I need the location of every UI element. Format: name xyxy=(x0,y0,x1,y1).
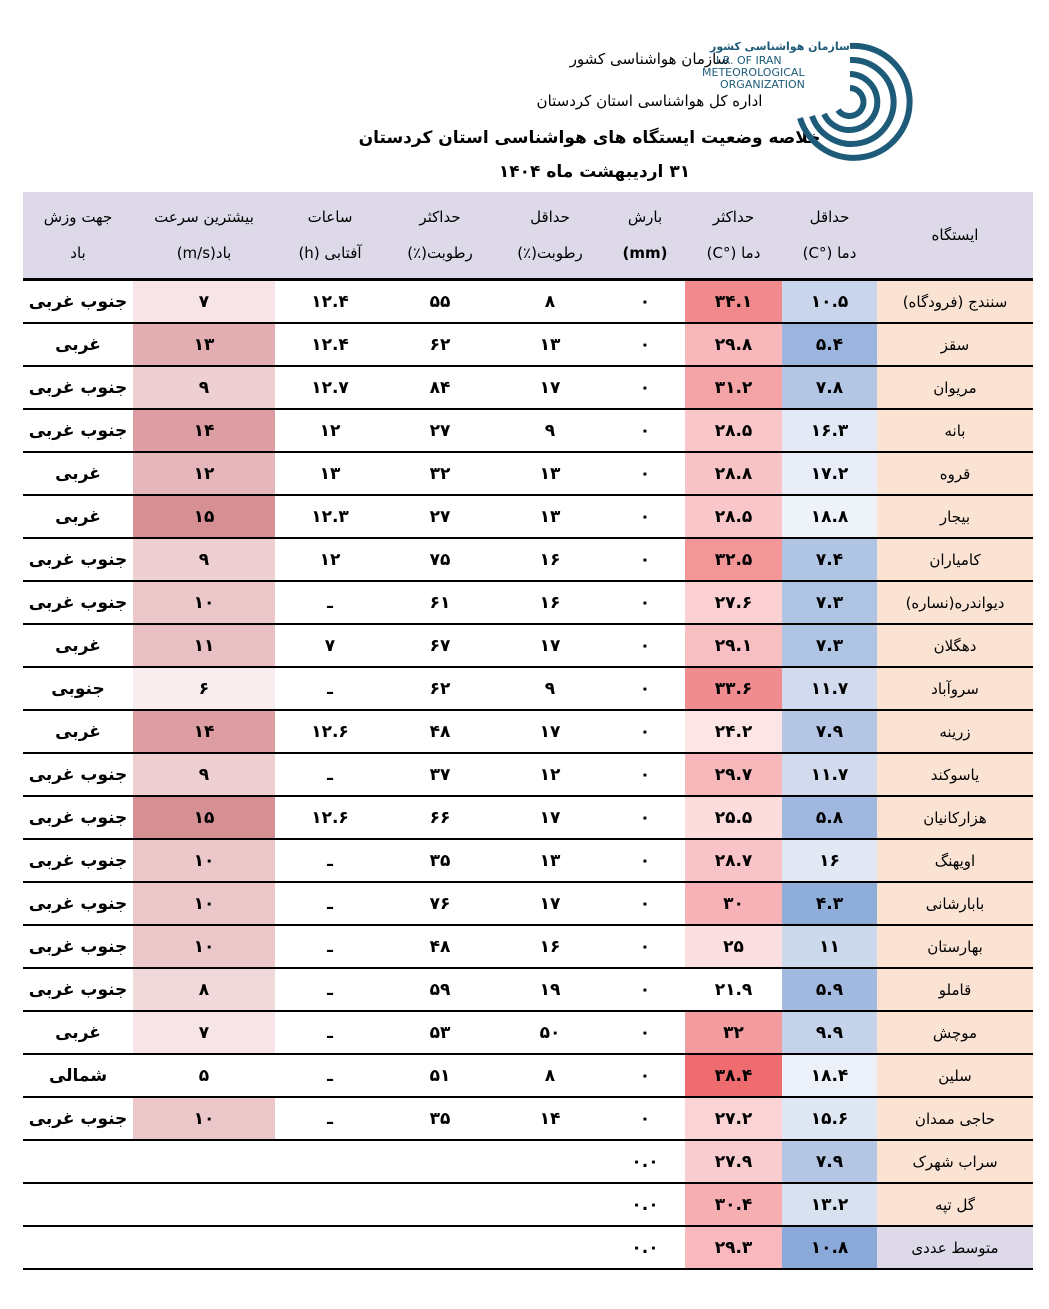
station-cell: موچش xyxy=(877,1011,1033,1054)
hmin-cell: ۱۴ xyxy=(495,1097,605,1140)
col-hmax: حداکثر رطوبت(٪) xyxy=(385,192,495,280)
wind-direction-cell: غربی xyxy=(23,452,133,495)
rain-cell: ۰ xyxy=(605,323,685,366)
station-cell: سراب شهرک xyxy=(877,1140,1033,1183)
wind-cell: ۸ xyxy=(133,968,275,1011)
table-row xyxy=(23,581,1033,624)
station-cell: متوسط عددی xyxy=(877,1226,1033,1269)
svg-text:سازمان هواشناسی کشور: سازمان هواشناسی کشور xyxy=(710,40,850,53)
station-cell: دهگلان xyxy=(877,624,1033,667)
tmax-cell: ۳۴.۱ xyxy=(685,280,782,324)
station-cell: سروآباد xyxy=(877,667,1033,710)
tmax-cell: ۲۹.۸ xyxy=(685,323,782,366)
tmin-cell: ۷.۴ xyxy=(782,538,877,581)
sun-cell: ۱۲.۶ xyxy=(275,710,385,753)
rain-cell: ۰ xyxy=(605,624,685,667)
wind-cell: ۱۰ xyxy=(133,925,275,968)
tmax-cell: ۲۷.۶ xyxy=(685,581,782,624)
station-cell: سلین xyxy=(877,1054,1033,1097)
station-cell: قاملو xyxy=(877,968,1033,1011)
hmin-cell: ۱۶ xyxy=(495,581,605,624)
wind-cell xyxy=(133,1140,275,1183)
station-cell: گل تپه xyxy=(877,1183,1033,1226)
table-row xyxy=(23,1011,1033,1054)
hmax-cell xyxy=(385,1183,495,1226)
tmax-cell: ۲۴.۲ xyxy=(685,710,782,753)
hmin-cell: ۹ xyxy=(495,667,605,710)
tmax-cell: ۲۷.۹ xyxy=(685,1140,782,1183)
tmin-cell: ۱۷.۲ xyxy=(782,452,877,495)
hmin-cell: ۹ xyxy=(495,409,605,452)
wind-direction-cell: جنوب غربی xyxy=(23,796,133,839)
table-row xyxy=(23,1183,1033,1226)
hmax-cell: ۷۶ xyxy=(385,882,495,925)
tmin-cell: ۱۶ xyxy=(782,839,877,882)
tmin-cell: ۵.۴ xyxy=(782,323,877,366)
tmin-cell: ۵.۸ xyxy=(782,796,877,839)
tmax-cell: ۲۷.۲ xyxy=(685,1097,782,1140)
sun-cell: ـ xyxy=(275,1011,385,1054)
station-cell: دیواندره(نساره) xyxy=(877,581,1033,624)
table-row xyxy=(23,796,1033,839)
table-row xyxy=(23,409,1033,452)
tmax-cell: ۳۸.۴ xyxy=(685,1054,782,1097)
hmax-cell: ۷۵ xyxy=(385,538,495,581)
wind-direction-cell: جنوب غربی xyxy=(23,409,133,452)
hmax-cell: ۴۸ xyxy=(385,710,495,753)
tmax-cell: ۲۹.۳ xyxy=(685,1226,782,1269)
rain-cell: ۰.۰ xyxy=(605,1140,685,1183)
rain-cell: ۰ xyxy=(605,925,685,968)
wind-cell: ۱۳ xyxy=(133,323,275,366)
hmax-cell: ۲۷ xyxy=(385,495,495,538)
wind-cell: ۷ xyxy=(133,1011,275,1054)
sun-cell: ۱۳ xyxy=(275,452,385,495)
sun-cell: ۱۲ xyxy=(275,538,385,581)
sun-cell: ۱۲ xyxy=(275,409,385,452)
tmin-cell: ۷.۹ xyxy=(782,710,877,753)
hmin-cell: ۱۳ xyxy=(495,323,605,366)
hmax-cell: ۵۵ xyxy=(385,280,495,324)
hmax-cell: ۵۳ xyxy=(385,1011,495,1054)
wind-cell: ۱۵ xyxy=(133,796,275,839)
tmin-cell: ۱۱ xyxy=(782,925,877,968)
wind-cell: ۹ xyxy=(133,366,275,409)
tmax-cell: ۳۰.۴ xyxy=(685,1183,782,1226)
table-row xyxy=(23,366,1033,409)
wind-direction-cell: غربی xyxy=(23,495,133,538)
tmin-cell: ۱۵.۶ xyxy=(782,1097,877,1140)
tmax-cell: ۲۵ xyxy=(685,925,782,968)
tmax-cell: ۳۲ xyxy=(685,1011,782,1054)
hmin-cell: ۱۶ xyxy=(495,925,605,968)
hmax-cell xyxy=(385,1140,495,1183)
table-row xyxy=(23,1054,1033,1097)
hmin-cell: ۱۳ xyxy=(495,495,605,538)
wind-direction-cell: غربی xyxy=(23,323,133,366)
rain-cell: ۰ xyxy=(605,581,685,624)
station-cell: بهارستان xyxy=(877,925,1033,968)
sun-cell: ـ xyxy=(275,1054,385,1097)
tmin-cell: ۱۸.۴ xyxy=(782,1054,877,1097)
hmin-cell: ۱۳ xyxy=(495,839,605,882)
station-cell: سقز xyxy=(877,323,1033,366)
station-cell: اویهنگ xyxy=(877,839,1033,882)
sun-cell: ۷ xyxy=(275,624,385,667)
table-row xyxy=(23,882,1033,925)
svg-text:I.R. OF IRAN: I.R. OF IRAN xyxy=(716,54,782,67)
wind-direction-cell: غربی xyxy=(23,710,133,753)
table-row xyxy=(23,280,1033,324)
wind-cell: ۱۴ xyxy=(133,409,275,452)
col-station: ایستگاه xyxy=(877,192,1033,280)
table-row xyxy=(23,925,1033,968)
wind-cell: ۹ xyxy=(133,538,275,581)
tmax-cell: ۳۳.۶ xyxy=(685,667,782,710)
rain-cell: ۰ xyxy=(605,882,685,925)
wind-direction-cell: جنوب غربی xyxy=(23,882,133,925)
wind-direction-cell: جنوب غربی xyxy=(23,581,133,624)
wind-direction-cell: جنوب غربی xyxy=(23,839,133,882)
tmax-cell: ۲۹.۱ xyxy=(685,624,782,667)
meteorological-organization-logo xyxy=(700,38,915,163)
wind-cell: ۱۵ xyxy=(133,495,275,538)
wind-cell: ۵ xyxy=(133,1054,275,1097)
col-sun: ساعات آفتابی (h) xyxy=(275,192,385,280)
station-cell: هزارکانیان xyxy=(877,796,1033,839)
wind-direction-cell: شمالی xyxy=(23,1054,133,1097)
svg-text:METEOROLOGICAL: METEOROLOGICAL xyxy=(702,66,805,79)
rain-cell: ۰ xyxy=(605,667,685,710)
rain-cell: ۰ xyxy=(605,839,685,882)
hmax-cell: ۳۵ xyxy=(385,839,495,882)
tmin-cell: ۱۰.۵ xyxy=(782,280,877,324)
tmax-cell: ۲۵.۵ xyxy=(685,796,782,839)
hmin-cell xyxy=(495,1226,605,1269)
wind-direction-cell xyxy=(23,1226,133,1269)
table-row xyxy=(23,495,1033,538)
station-cell: یاسوکند xyxy=(877,753,1033,796)
tmin-cell: ۷.۳ xyxy=(782,581,877,624)
wind-direction-cell: غربی xyxy=(23,624,133,667)
rain-cell: ۰ xyxy=(605,1054,685,1097)
department-name: اداره کل هواشناسی استان کردستان xyxy=(536,92,763,110)
rain-cell: ۰ xyxy=(605,409,685,452)
table-row xyxy=(23,323,1033,366)
hmax-cell: ۸۴ xyxy=(385,366,495,409)
tmax-cell: ۳۱.۲ xyxy=(685,366,782,409)
table-header xyxy=(23,192,1033,280)
wind-cell: ۶ xyxy=(133,667,275,710)
sun-cell xyxy=(275,1183,385,1226)
report-title: خلاصه وضعیت ایستگاه های هواشناسی استان کردستان xyxy=(358,128,821,148)
wind-direction-cell xyxy=(23,1140,133,1183)
hmax-cell: ۳۵ xyxy=(385,1097,495,1140)
station-cell: مریوان xyxy=(877,366,1033,409)
table-row xyxy=(23,968,1033,1011)
rain-cell: ۰ xyxy=(605,796,685,839)
sun-cell: ـ xyxy=(275,968,385,1011)
hmax-cell: ۵۹ xyxy=(385,968,495,1011)
svg-text:ORGANIZATION: ORGANIZATION xyxy=(720,78,805,91)
wind-cell: ۱۰ xyxy=(133,581,275,624)
tmin-cell: ۱۱.۷ xyxy=(782,667,877,710)
rain-cell: ۰.۰ xyxy=(605,1183,685,1226)
tmax-cell: ۲۸.۵ xyxy=(685,409,782,452)
rain-cell: ۰ xyxy=(605,495,685,538)
table-row xyxy=(23,753,1033,796)
hmin-cell: ۵۰ xyxy=(495,1011,605,1054)
wind-cell: ۹ xyxy=(133,753,275,796)
hmin-cell: ۱۷ xyxy=(495,882,605,925)
station-cell: حاجی ممدان xyxy=(877,1097,1033,1140)
tmin-cell: ۱۶.۳ xyxy=(782,409,877,452)
tmin-cell: ۵.۹ xyxy=(782,968,877,1011)
table-row xyxy=(23,1140,1033,1183)
table-row xyxy=(23,839,1033,882)
station-cell: کامیاران xyxy=(877,538,1033,581)
hmax-cell: ۶۲ xyxy=(385,323,495,366)
sun-cell: ۱۲.۳ xyxy=(275,495,385,538)
table-row xyxy=(23,538,1033,581)
wind-cell: ۱۰ xyxy=(133,882,275,925)
rain-cell: ۰ xyxy=(605,1011,685,1054)
wind-direction-cell: جنوب غربی xyxy=(23,538,133,581)
sun-cell xyxy=(275,1140,385,1183)
col-rain: بارش (mm) xyxy=(605,192,685,280)
tmin-cell: ۱۰.۸ xyxy=(782,1226,877,1269)
tmax-cell: ۲۸.۷ xyxy=(685,839,782,882)
hmax-cell: ۵۱ xyxy=(385,1054,495,1097)
tmin-cell: ۱۳.۲ xyxy=(782,1183,877,1226)
wind-direction-cell: جنوبی xyxy=(23,667,133,710)
tmin-cell: ۱۱.۷ xyxy=(782,753,877,796)
table-row xyxy=(23,624,1033,667)
rain-cell: ۰ xyxy=(605,753,685,796)
col-dir: جهت وزش باد xyxy=(23,192,133,280)
hmax-cell: ۴۸ xyxy=(385,925,495,968)
sun-cell: ـ xyxy=(275,753,385,796)
hmin-cell: ۱۷ xyxy=(495,796,605,839)
tmax-cell: ۲۱.۹ xyxy=(685,968,782,1011)
rain-cell: ۰ xyxy=(605,366,685,409)
station-cell: زرینه xyxy=(877,710,1033,753)
tmax-cell: ۲۸.۵ xyxy=(685,495,782,538)
wind-direction-cell: جنوب غربی xyxy=(23,366,133,409)
sun-cell: ـ xyxy=(275,882,385,925)
report-date: ۳۱ اردیبهشت ماه ۱۴۰۴ xyxy=(498,162,691,182)
sun-cell: ـ xyxy=(275,667,385,710)
station-cell: قروه xyxy=(877,452,1033,495)
wind-cell: ۷ xyxy=(133,280,275,324)
hmin-cell: ۸ xyxy=(495,1054,605,1097)
tmax-cell: ۳۲.۵ xyxy=(685,538,782,581)
sun-cell: ـ xyxy=(275,1097,385,1140)
tmin-cell: ۱۸.۸ xyxy=(782,495,877,538)
station-cell: بابارشانی xyxy=(877,882,1033,925)
hmin-cell xyxy=(495,1183,605,1226)
hmin-cell: ۱۷ xyxy=(495,624,605,667)
wind-direction-cell: جنوب غربی xyxy=(23,968,133,1011)
table-row xyxy=(23,667,1033,710)
hmax-cell: ۶۲ xyxy=(385,667,495,710)
tmin-cell: ۷.۳ xyxy=(782,624,877,667)
org-name: سازمان هواشناسی کشور xyxy=(569,50,730,68)
sun-cell: ۱۲.۷ xyxy=(275,366,385,409)
col-tmax: حداکثر دما (°C) xyxy=(685,192,782,280)
tmin-cell: ۷.۹ xyxy=(782,1140,877,1183)
wind-direction-cell: جنوب غربی xyxy=(23,280,133,324)
sun-cell: ـ xyxy=(275,839,385,882)
rain-cell: ۰ xyxy=(605,280,685,324)
wind-cell xyxy=(133,1183,275,1226)
hmax-cell: ۶۱ xyxy=(385,581,495,624)
hmax-cell: ۲۷ xyxy=(385,409,495,452)
sun-cell: ۱۲.۴ xyxy=(275,323,385,366)
hmin-cell: ۱۲ xyxy=(495,753,605,796)
hmax-cell: ۶۶ xyxy=(385,796,495,839)
tmin-cell: ۹.۹ xyxy=(782,1011,877,1054)
wind-direction-cell: غربی xyxy=(23,1011,133,1054)
sun-cell: ۱۲.۴ xyxy=(275,280,385,324)
wind-direction-cell: جنوب غربی xyxy=(23,753,133,796)
rain-cell: ۰ xyxy=(605,538,685,581)
table-row xyxy=(23,1226,1033,1269)
col-hmin: حداقل رطوبت(٪) xyxy=(495,192,605,280)
wind-direction-cell: جنوب غربی xyxy=(23,1097,133,1140)
rain-cell: ۰ xyxy=(605,1097,685,1140)
hmax-cell: ۳۲ xyxy=(385,452,495,495)
hmin-cell: ۱۷ xyxy=(495,710,605,753)
hmax-cell xyxy=(385,1226,495,1269)
tmax-cell: ۳۰ xyxy=(685,882,782,925)
tmax-cell: ۲۹.۷ xyxy=(685,753,782,796)
col-tmin: حداقل دما (°C) xyxy=(782,192,877,280)
hmin-cell: ۱۳ xyxy=(495,452,605,495)
hmax-cell: ۳۷ xyxy=(385,753,495,796)
hmin-cell: ۱۹ xyxy=(495,968,605,1011)
sun-cell xyxy=(275,1226,385,1269)
wind-cell xyxy=(133,1226,275,1269)
wind-direction-cell: جنوب غربی xyxy=(23,925,133,968)
hmax-cell: ۶۷ xyxy=(385,624,495,667)
tmax-cell: ۲۸.۸ xyxy=(685,452,782,495)
rain-cell: ۰.۰ xyxy=(605,1226,685,1269)
wind-cell: ۱۰ xyxy=(133,1097,275,1140)
table-row xyxy=(23,452,1033,495)
hmin-cell: ۱۷ xyxy=(495,366,605,409)
col-wind: بیشترین سرعت باد(m/s) xyxy=(133,192,275,280)
rain-cell: ۰ xyxy=(605,710,685,753)
wind-cell: ۱۲ xyxy=(133,452,275,495)
station-cell: بانه xyxy=(877,409,1033,452)
rain-cell: ۰ xyxy=(605,452,685,495)
wind-cell: ۱۱ xyxy=(133,624,275,667)
sun-cell: ـ xyxy=(275,925,385,968)
hmin-cell xyxy=(495,1140,605,1183)
tmin-cell: ۴.۳ xyxy=(782,882,877,925)
table-row xyxy=(23,1097,1033,1140)
wind-cell: ۱۰ xyxy=(133,839,275,882)
tmin-cell: ۷.۸ xyxy=(782,366,877,409)
table-row xyxy=(23,710,1033,753)
rain-cell: ۰ xyxy=(605,968,685,1011)
wind-cell: ۱۴ xyxy=(133,710,275,753)
hmin-cell: ۸ xyxy=(495,280,605,324)
station-cell: بیجار xyxy=(877,495,1033,538)
station-cell: سنندج (فرودگاه) xyxy=(877,280,1033,324)
sun-cell: ۱۲.۶ xyxy=(275,796,385,839)
sun-cell: ـ xyxy=(275,581,385,624)
wind-direction-cell xyxy=(23,1183,133,1226)
weather-stations-table xyxy=(23,192,1033,1270)
hmin-cell: ۱۶ xyxy=(495,538,605,581)
